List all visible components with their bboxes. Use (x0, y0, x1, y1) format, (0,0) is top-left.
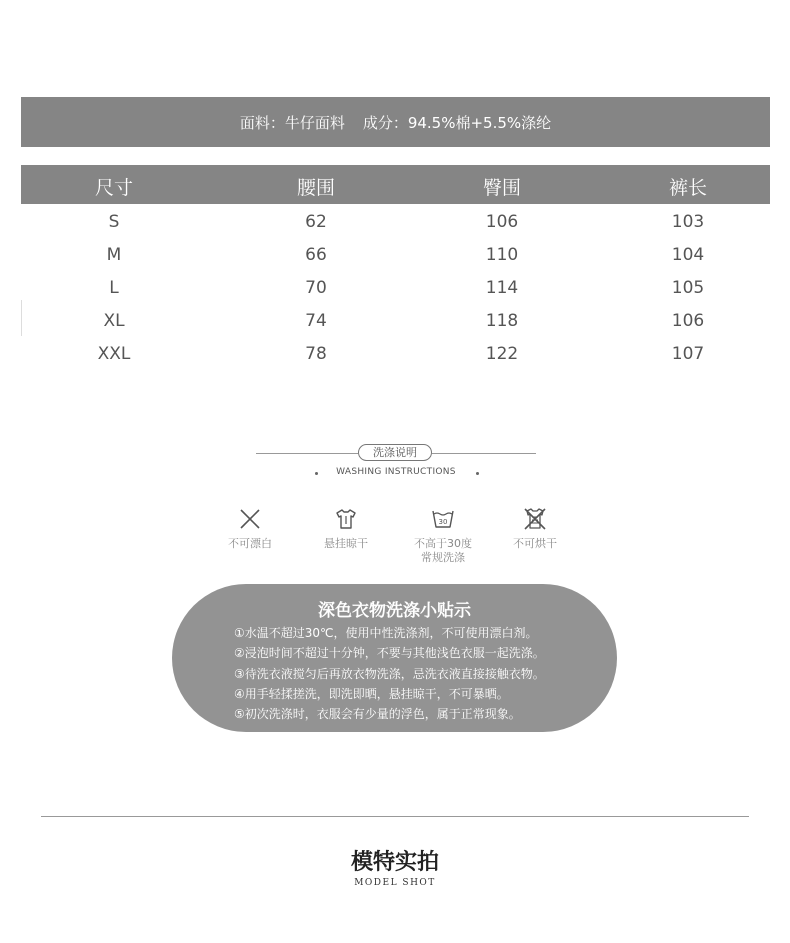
no-tumble-dry-icon (522, 507, 548, 531)
cell-waist: 78 (305, 344, 327, 364)
washing-title: 洗涤说明 (358, 444, 432, 461)
cell-length: 105 (671, 278, 705, 298)
tip-item: ④用手轻揉搓洗，即洗即晒，悬挂晾干，不可暴晒。 (234, 687, 509, 701)
care-item-no-tumble-dry (490, 507, 580, 551)
dark-clothes-tips-box (172, 584, 617, 732)
header-hip: 臀围 (482, 177, 522, 199)
care-label: 不可漂白 (228, 537, 272, 550)
cell-hip: 114 (485, 278, 519, 298)
cell-length: 104 (671, 245, 705, 265)
cell-length: 106 (671, 311, 705, 331)
cell-size: XL (103, 311, 125, 331)
care-label: 不高于30度 常规洗涤 (414, 537, 472, 564)
tip-item: ②浸泡时间不超过十分钟，不要与其他浅色衣服一起洗涤。 (234, 646, 545, 660)
cell-hip: 122 (485, 344, 519, 364)
divider (256, 453, 358, 454)
tips-title: 深色衣物洗涤小贴示 (318, 601, 471, 621)
divider (21, 300, 22, 336)
cell-size: L (109, 278, 119, 298)
size-row (21, 307, 770, 337)
size-row (21, 208, 770, 238)
wash-temp-label: 30 (438, 518, 448, 526)
cell-size: M (106, 245, 122, 265)
tip-item: ③待洗衣液搅匀后再放衣物洗涤，忌洗衣液直接接触衣物。 (234, 667, 545, 681)
size-row (21, 340, 770, 370)
tip-item: ①水温不超过30℃，使用中性洗涤剂，不可使用漂白剂。 (234, 626, 538, 640)
wash-30-icon (430, 507, 456, 531)
care-item-hang-dry (301, 507, 391, 551)
care-item-wash-30 (398, 507, 488, 565)
tip-item: ⑤初次洗涤时，衣服会有少量的浮色，属于正常现象。 (234, 707, 521, 721)
cell-waist: 62 (305, 212, 327, 232)
cell-waist: 70 (305, 278, 327, 298)
care-label: 不可烘干 (513, 537, 557, 550)
divider (432, 453, 536, 454)
model-shot-title: 模特实拍 (350, 850, 439, 875)
cell-hip: 110 (485, 245, 519, 265)
size-table-header (21, 165, 770, 204)
cell-hip: 118 (485, 311, 519, 331)
washing-subtitle: WASHING INSTRUCTIONS (336, 467, 456, 477)
care-item-no-bleach (205, 507, 295, 551)
header-waist: 腰围 (296, 177, 336, 199)
washing-title-block (256, 442, 536, 464)
cell-hip: 106 (485, 212, 519, 232)
cell-length: 103 (671, 212, 705, 232)
composition-label: 成分：94.5%棉+5.5%涤纶 (362, 113, 552, 132)
divider (41, 816, 749, 817)
size-row (21, 274, 770, 304)
care-label: 悬挂晾干 (324, 537, 368, 550)
cell-size: S (108, 212, 120, 232)
size-row (21, 241, 770, 271)
fabric-bar (21, 97, 770, 147)
no-bleach-icon (237, 507, 263, 531)
model-shot-subtitle: MODEL SHOT (354, 878, 436, 888)
header-length: 裤长 (668, 177, 708, 199)
cell-waist: 74 (305, 311, 327, 331)
cell-waist: 66 (305, 245, 327, 265)
fabric-label: 面料：牛仔面料 (239, 113, 345, 132)
hang-dry-icon (333, 507, 359, 531)
cell-size: XXL (97, 344, 131, 364)
cell-length: 107 (671, 344, 705, 364)
dot-ornament (476, 472, 479, 475)
header-size: 尺寸 (94, 177, 134, 199)
